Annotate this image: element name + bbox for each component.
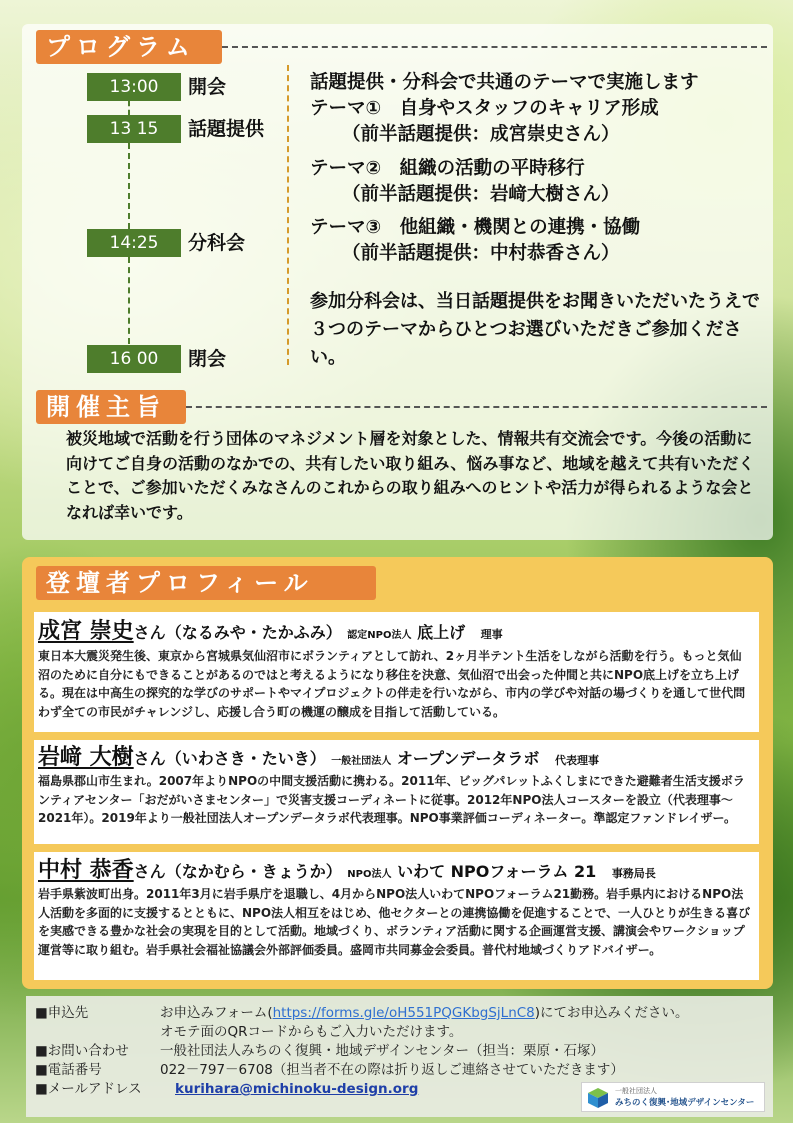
apply-note: オモテ面のQRコードからもご入力いただけます。 [160,1024,463,1040]
time-topic-label: 話題提供 [188,118,265,140]
speaker-name: 中村 恭香 [38,858,134,883]
program-intro: 話題提供・分科会で共通のテーマで実施します [310,72,699,93]
program-separator [287,65,289,365]
time-open: 13:00 [87,73,181,101]
speaker-suffix: さん [133,862,166,881]
speaker-org: いわて NPOフォーラム 21 [397,862,597,881]
speaker-org: 底上げ [417,623,466,642]
logo-org-type: 一般社団法人 [615,1087,657,1095]
organization-logo [581,1082,765,1112]
time-close-label: 閉会 [188,348,227,370]
phone-label: ■電話番号 [35,1062,102,1078]
speaker-kana: （なかむら・きょうか） [165,862,342,881]
speaker-org-type: 認定NPO法人 [347,630,412,641]
time-breakout: 14:25 [87,229,181,257]
email-link[interactable]: kurihara@michinoku-design.org [175,1081,419,1097]
speaker-name: 岩﨑 大樹 [38,745,134,770]
speaker-name: 成宮 崇史 [38,619,134,644]
speaker-header [38,614,503,645]
theme-1-title: テーマ① 自身やスタッフのキャリア形成 [310,98,659,119]
theme-3-title: テーマ③ 他組織・機関との連携・協働 [310,217,641,238]
speaker-org: オープンデータラボ [396,749,540,768]
phone-value: 022－797－6708（担当者不在の際は折り返しご連絡させていただきます） [160,1062,624,1078]
email-label: ■メールアドレス [35,1081,142,1097]
purpose-text: 被災地域で活動を行う団体のマネジメント層を対象とした、情報共有交流会です。今後の活動に向けてご自身の活動のなかでの、共有したい取り組み、悩み事など、地域を越えて共有いただくことで、ご参加いただくみなさんのこれからの取り組みへのヒントや活力が得られるような会となれば幸いです。 [66,429,755,522]
inquiry-value: 一般社団法人みちのく復興・地域デザインセンター（担当：栗原・石塚） [160,1043,605,1059]
speaker-header [38,853,656,884]
time-open-label: 開会 [188,76,227,98]
speaker-suffix: さん [133,623,166,642]
program-note: 参加分科会は、当日話題提供をお聞きいただいたうえで３つのテーマからひとつお選びいただきご参加ください。 [310,291,760,368]
timeline-connector [128,257,130,344]
time-close: 16 00 [87,345,181,373]
timeline-connector [128,101,130,115]
logo-mark-icon [586,1087,610,1109]
purpose-heading: 開催主旨 [36,390,186,424]
timeline-connector [128,143,130,229]
apply-form-link[interactable]: https://forms.gle/oH551PQGKbgSjLnC8 [272,1005,535,1021]
time-breakout-label: 分科会 [188,232,246,254]
purpose-heading-divider [186,406,767,408]
speaker-kana: （いわさき・たいき） [165,749,326,768]
speaker-header [38,740,599,771]
speaker-org-type: 一般社団法人 [331,756,392,767]
program-heading-divider [222,46,767,48]
apply-value [160,1005,689,1022]
theme-3-speaker: （前半話題提供：中村恭香さん） [342,243,620,264]
speaker-role: 事務局長 [611,867,656,880]
speaker-role: 代表理事 [555,754,599,767]
apply-label: ■申込先 [35,1005,89,1021]
logo-org-name: みちのく復興･地域デザインセンター [615,1098,755,1108]
speaker-org-type: NPO法人 [347,869,392,880]
speaker-bio: 東日本大震災発生後、東京から宮城県気仙沼市にボランティアとして訪れ、2ヶ月半テント生活をしながら活動を行う。もっと気仙沼のために自分にもできることがあるのではと考えるようになり移住を決意、気仙沼で出会った仲間と共にNPO底上げを立ち上げる。現在は中高生の探究的な学びのサポートやマイプロジェクトの伴走を行いながら、市内の学びや対話の場づくりを通して世代問わず全ての市民がチャレンジし、応援し合う町の機運の醸成を目指して活動している。 [38,649,746,719]
speaker-suffix: さん [133,749,166,768]
time-topic: 13 15 [87,115,181,143]
speaker-bio: 福島県郡山市生まれ。2007年よりNPOの中間支援活動に携わる。2011年、ビッグパレットふくしまにできた避難者生活支援ボランティアセンター「おだがいさまセンター」で災害支援コーディネートに従事。2012年NPO法人コースターを設立（代表理事～2021年）。2019年より一般社団法人オープンデータラボ代表理事。NPO事業評価コーディネーター。準認定ファンドレイザー。 [38,774,745,825]
theme-2-speaker: （前半話題提供：岩﨑大樹さん） [342,184,620,205]
speaker-heading: 登壇者プロフィール [36,566,376,600]
apply-prefix: お申込みフォーム( [160,1005,273,1021]
program-heading: プログラム [36,30,222,64]
apply-suffix: )にてお申込みください。 [534,1005,689,1021]
speaker-kana: （なるみや・たかふみ） [165,623,342,642]
inquiry-label: ■お問い合わせ [35,1043,129,1059]
theme-2-title: テーマ② 組織の活動の平時移行 [310,158,585,179]
speaker-bio: 岩手県紫波町出身。2011年3月に岩手県庁を退職し、4月からNPO法人いわてNPOフォーラム21勤務。岩手県内におけるNPO法人活動を多面的に支援するとともに、NPO法人相互をはじめ、他セクターとの連携協働を促進することで、一人ひとりが生きる喜びを実感できる豊かな社会の実現を目的として活動。地域づくり、ボランティア活動に関する企画運営支援、講演会やワークショップ運営等に取り組む。岩手県社会福祉協議会外部評価委員。盛岡市共同募金会委員。普代村地域づくりアドバイザー。 [38,887,751,957]
speaker-role: 理事 [480,628,503,641]
theme-1-speaker: （前半話題提供：成宮崇史さん） [342,124,620,145]
